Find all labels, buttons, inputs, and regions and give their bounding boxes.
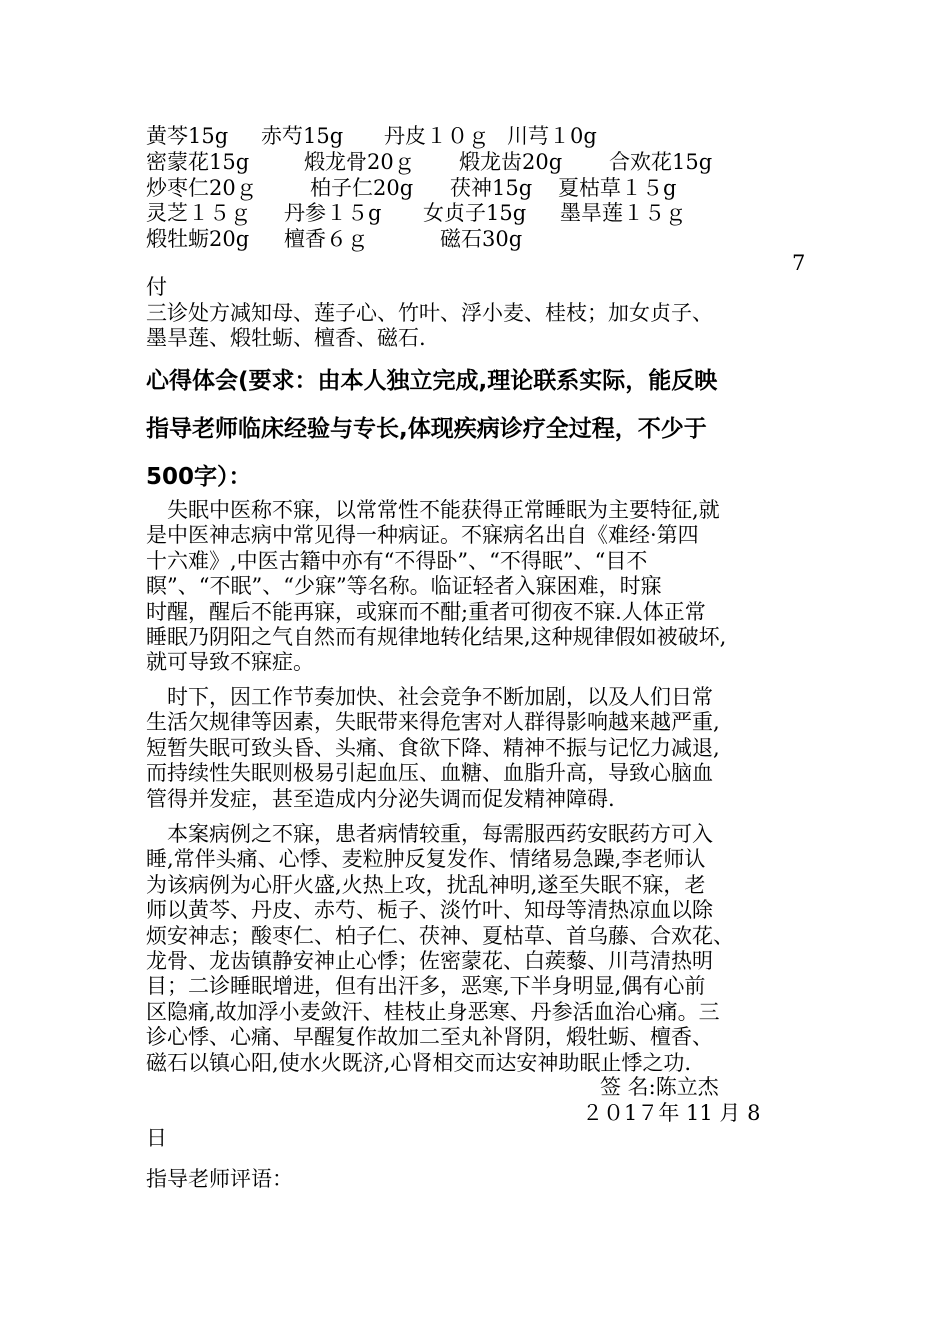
- reflection-paragraph-1: [146, 498, 826, 676]
- herb-item: 黄芩15g: [146, 124, 229, 148]
- herb-item: 煅牡蛎20g: [146, 227, 250, 251]
- paragraph-line: 短暂失眠可致头昏、头痛、食欲下降、精神不振与记忆力减退,: [146, 735, 720, 760]
- dose-quantity-number: 7: [792, 251, 806, 275]
- paragraph-line: 十六难》,中医古籍中亦有“不得卧”、“不得眠”、“目不: [146, 548, 648, 573]
- reflection-heading-line-1: 心得体会(要求：由本人独立完成,理论联系实际，能反映: [146, 368, 718, 394]
- reflection-paragraph-3: [146, 822, 826, 1076]
- dose-quantity-unit: 付: [146, 275, 167, 299]
- paragraph-line: 本案病例之不寐，患者病情较重，每需服西药安眠药方可入: [146, 822, 713, 846]
- prescription-row-3: [146, 175, 676, 201]
- herb-item: 柏子仁20g: [310, 176, 414, 200]
- paragraph-line: 睡眠乃阴阳之气自然而有规律地转化结果,这种规律假如被破坏,: [146, 625, 727, 650]
- herb-item: 檀香６ｇ: [284, 227, 368, 251]
- paragraph-line: 管得并发症，甚至造成内分泌失调而促发精神障碍.: [146, 786, 615, 811]
- herb-item: 赤芍15g: [261, 124, 344, 148]
- prescription-row-5: [146, 226, 522, 252]
- paragraph-line: 是中医神志病中常见得一种病证。不寐病名出自《难经·第四: [146, 523, 699, 548]
- reflection-heading-line-2: 指导老师临床经验与专长,体现疾病诊疗全过程，不少于: [146, 416, 707, 442]
- signature: 签 名:陈立杰: [600, 1075, 719, 1099]
- herb-item: 丹参１５g: [284, 201, 382, 225]
- reflection-heading-line-3: 500字）：: [146, 464, 252, 490]
- herb-item: 炒枣仁20ｇ: [146, 176, 257, 200]
- paragraph-line: 磁石以镇心阳,使水火既济,心肾相交而达安神助眠止悸之功.: [146, 1050, 692, 1075]
- paragraph-line: 为该病例为心肝火盛,火热上攻，扰乱神明,遂至失眠不寐，老: [146, 872, 706, 897]
- herb-item: 磁石30g: [440, 227, 523, 251]
- third-visit-note-line-1: 三诊处方减知母、莲子心、竹叶、浮小麦、桂枝；加女贞子、: [146, 301, 713, 325]
- teacher-comment-label: 指导老师评语：: [146, 1167, 293, 1191]
- paragraph-line: 龙骨、龙齿镇静安神止心悸；佐密蒙花、白蒺藜、川芎清热明: [146, 949, 713, 974]
- prescription-row-4: [146, 200, 686, 226]
- herb-item: 合欢花15g: [609, 150, 713, 174]
- herb-item: 川芎１0g: [507, 124, 597, 148]
- herb-item: 夏枯草１５g: [558, 176, 677, 200]
- paragraph-line: 瞑”、“不眠”、“少寐”等名称。临证轻者入寐困难，时寐: [146, 574, 662, 599]
- herb-item: 灵芝１５ｇ: [146, 201, 251, 225]
- herb-item: 女贞子15g: [423, 201, 527, 225]
- paragraph-line: 师以黄芩、丹皮、赤芍、栀子、淡竹叶、知母等清热凉血以除: [146, 898, 713, 923]
- reflection-paragraph-2: [146, 685, 826, 812]
- paragraph-line: 烦安神志；酸枣仁、柏子仁、茯神、夏枯草、首乌藤、合欢花、: [146, 923, 734, 948]
- paragraph-line: 诊心悸、心痛、早醒复作故加二至丸补肾阴，煅牡蛎、檀香、: [146, 1025, 713, 1050]
- herb-item: 煅龙骨20ｇ: [304, 150, 415, 174]
- herb-item: 丹皮１０ｇ: [384, 124, 489, 148]
- paragraph-line: 生活欠规律等因素，失眠带来得危害对人群得影响越来越严重,: [146, 710, 720, 735]
- signature-date: ２０1７年 11 月 8: [582, 1101, 761, 1125]
- paragraph-line: 时下，因工作节奏加快、社会竞争不断加剧，以及人们日常: [146, 685, 713, 709]
- paragraph-line: 睡,常伴头痛、心悸、麦粒肿反复发作、情绪易急躁,李老师认: [146, 847, 706, 872]
- herb-item: 密蒙花15g: [146, 150, 250, 174]
- paragraph-line: 失眠中医称不寐，以常常性不能获得正常睡眠为主要特征,就: [146, 498, 720, 522]
- herb-item: 煅龙齿20g: [459, 150, 563, 174]
- third-visit-note-line-2: 墨旱莲、煅牡蛎、檀香、磁石.: [146, 326, 426, 350]
- paragraph-line: 时醒，醒后不能再寐，或寐而不酣;重者可彻夜不寐.人体正常: [146, 599, 706, 624]
- signature-date-day-suffix: 日: [146, 1126, 167, 1150]
- paragraph-line: 区隐痛,故加浮小麦敛汗、桂枝止身恶寒、丹参活血治心痛。三: [146, 999, 720, 1024]
- paragraph-line: 目；二诊睡眠增进，但有出汗多，恶寒,下半身明显,偶有心前: [146, 974, 706, 999]
- prescription-row-1: [146, 123, 597, 149]
- prescription-row-2: [146, 149, 712, 175]
- herb-item: 墨旱莲１５ｇ: [560, 201, 686, 225]
- paragraph-line: 而持续性失眠则极易引起血压、血糖、血脂升高，导致心脑血: [146, 761, 713, 786]
- paragraph-line: 就可导致不寐症。: [146, 650, 314, 675]
- herb-item: 茯神15g: [450, 176, 533, 200]
